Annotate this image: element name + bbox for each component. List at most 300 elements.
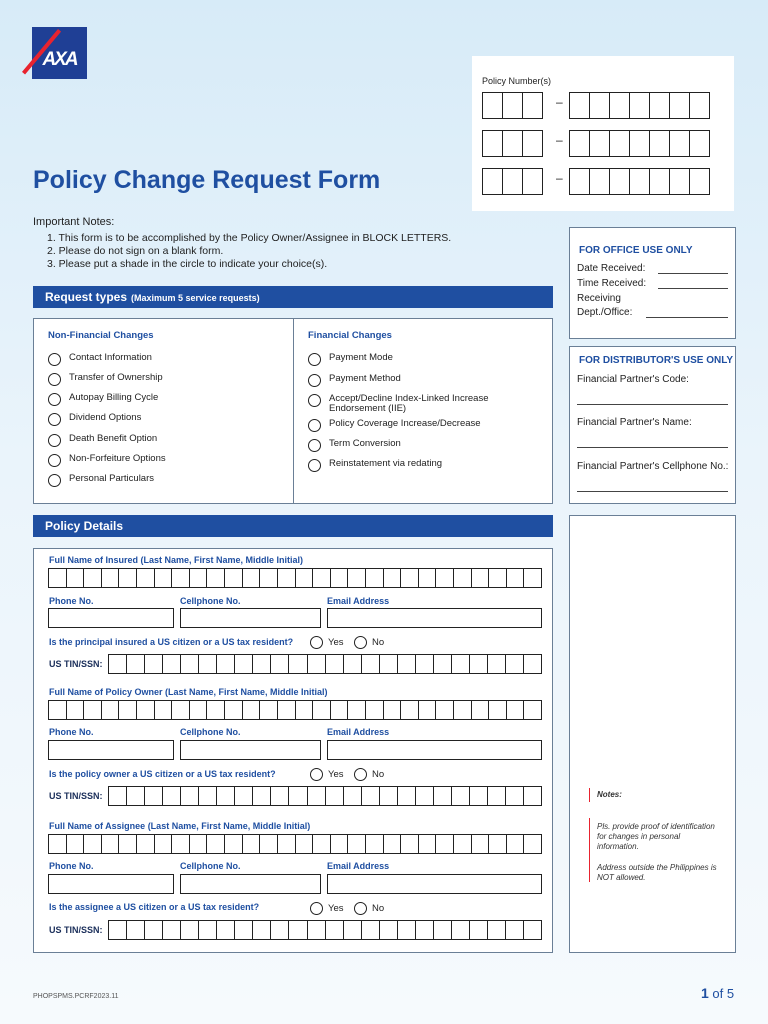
- char-cell[interactable]: [181, 921, 199, 939]
- char-cell[interactable]: [331, 835, 349, 853]
- char-cell[interactable]: [84, 701, 102, 719]
- dept-office-label: Dept./Office:: [577, 307, 633, 318]
- char-cell[interactable]: [489, 569, 507, 587]
- char-cell[interactable]: [452, 787, 470, 805]
- char-cell[interactable]: [253, 921, 271, 939]
- owner-phone-input[interactable]: [48, 740, 174, 760]
- char-cell[interactable]: [289, 655, 307, 673]
- char-cell[interactable]: [344, 921, 362, 939]
- char-cell[interactable]: [260, 569, 278, 587]
- axa-logo: [32, 27, 87, 79]
- owner-tin-grid[interactable]: [108, 786, 542, 806]
- policy-number-suffix-2[interactable]: [569, 130, 709, 157]
- char-cell[interactable]: [454, 835, 472, 853]
- office-use-heading: FOR OFFICE USE ONLY: [579, 245, 693, 256]
- char-cell[interactable]: [488, 787, 506, 805]
- form-code: PHOPSPMS.PCRF2023.11: [33, 993, 119, 1000]
- char-cell[interactable]: [137, 835, 155, 853]
- note-proof-of-id: Pls. provide proof of identification for changes in personal information.: [597, 822, 715, 851]
- policy-number-label: Policy Number(s): [482, 76, 552, 86]
- radio-circle[interactable]: [354, 636, 367, 649]
- char-cell[interactable]: [384, 569, 402, 587]
- char-cell[interactable]: [308, 787, 326, 805]
- char-cell[interactable]: [506, 655, 524, 673]
- option-reinstatement[interactable]: [308, 459, 442, 472]
- radio-circle[interactable]: [48, 393, 61, 406]
- assignee-tin-label: US TIN/SSN:: [49, 925, 103, 935]
- char-cell[interactable]: [472, 701, 490, 719]
- policy-number-prefix-3[interactable]: [482, 168, 542, 195]
- char-cell[interactable]: [67, 701, 85, 719]
- radio-circle[interactable]: [310, 768, 323, 781]
- no-label: No: [372, 637, 385, 648]
- char-cell[interactable]: [296, 835, 314, 853]
- char-cell[interactable]: [436, 569, 454, 587]
- option-label: Accept/Decline Index-Linked Increase Endorsement (IIE): [329, 393, 489, 414]
- char-cell[interactable]: [401, 835, 419, 853]
- request-types-title: Request types: [45, 290, 128, 304]
- char-cell[interactable]: [155, 835, 173, 853]
- char-cell[interactable]: [199, 787, 217, 805]
- yes-label: Yes: [328, 903, 344, 914]
- partner-code-label: Financial Partner's Code:: [577, 374, 689, 385]
- char-cell[interactable]: [308, 655, 326, 673]
- insured-name-grid[interactable]: [48, 568, 542, 588]
- char-cell[interactable]: [398, 787, 416, 805]
- char-cell[interactable]: [199, 655, 217, 673]
- char-cell[interactable]: [296, 569, 314, 587]
- char-cell[interactable]: [401, 701, 419, 719]
- char-cell[interactable]: [225, 701, 243, 719]
- notes-panel: [569, 515, 736, 953]
- owner-email-label: Email Address: [327, 727, 390, 737]
- char-cell[interactable]: [380, 921, 398, 939]
- char-cell[interactable]: [384, 701, 402, 719]
- radio-circle[interactable]: [308, 419, 321, 432]
- column-divider: [293, 319, 294, 503]
- notes-marker: [589, 818, 590, 882]
- insured-email-input[interactable]: [327, 608, 542, 628]
- char-cell[interactable]: [271, 655, 289, 673]
- char-cell[interactable]: [366, 701, 384, 719]
- char-cell[interactable]: [384, 835, 402, 853]
- char-cell[interactable]: [155, 701, 173, 719]
- owner-us-no[interactable]: [354, 768, 384, 781]
- char-cell[interactable]: [470, 655, 488, 673]
- char-cell[interactable]: [278, 569, 296, 587]
- insured-us-yes[interactable]: [310, 636, 344, 649]
- char-cell[interactable]: [260, 701, 278, 719]
- char-cell[interactable]: [190, 569, 208, 587]
- option-label: Contact Information: [69, 352, 152, 363]
- char-cell[interactable]: [289, 921, 307, 939]
- char-cell[interactable]: [145, 787, 163, 805]
- char-cell[interactable]: [217, 655, 235, 673]
- char-cell[interactable]: [278, 701, 296, 719]
- time-received-line[interactable]: [658, 288, 728, 289]
- char-cell[interactable]: [398, 655, 416, 673]
- insured-us-question: Is the principal insured a US citizen or a US tax resident?: [49, 637, 294, 647]
- option-label: Payment Mode: [329, 352, 393, 363]
- char-cell[interactable]: [84, 569, 102, 587]
- insured-tin-label: US TIN/SSN:: [49, 659, 103, 669]
- owner-us-question: Is the policy owner a US citizen or a US tax resident?: [49, 769, 276, 779]
- insured-tin-grid[interactable]: [108, 654, 542, 674]
- option-label: Autopay Billing Cycle: [69, 392, 159, 403]
- char-cell[interactable]: [416, 655, 434, 673]
- char-cell[interactable]: [348, 701, 366, 719]
- char-cell[interactable]: [454, 569, 472, 587]
- insured-name-label: Full Name of Insured (Last Name, First Name, Middle Initial): [49, 555, 304, 565]
- char-cell[interactable]: [172, 569, 190, 587]
- policy-number-dash: –: [556, 133, 563, 147]
- char-cell[interactable]: [207, 701, 225, 719]
- char-cell[interactable]: [416, 921, 434, 939]
- char-cell[interactable]: [217, 787, 235, 805]
- option-label: Policy Coverage Increase/Decrease: [329, 418, 481, 429]
- char-cell[interactable]: [419, 569, 437, 587]
- char-cell[interactable]: [199, 921, 217, 939]
- option-term-conversion[interactable]: [308, 439, 401, 452]
- char-cell[interactable]: [67, 569, 85, 587]
- char-cell[interactable]: [331, 569, 349, 587]
- char-cell[interactable]: [235, 921, 253, 939]
- char-cell[interactable]: [326, 787, 344, 805]
- char-cell[interactable]: [313, 569, 331, 587]
- important-notes-heading: Important Notes:: [33, 216, 115, 228]
- char-cell[interactable]: [344, 787, 362, 805]
- char-cell[interactable]: [163, 921, 181, 939]
- char-cell[interactable]: [137, 701, 155, 719]
- char-cell[interactable]: [260, 835, 278, 853]
- non-financial-heading: Non-Financial Changes: [48, 330, 154, 341]
- char-cell[interactable]: [434, 787, 452, 805]
- char-cell[interactable]: [506, 787, 524, 805]
- dept-office-line[interactable]: [646, 317, 728, 318]
- char-cell[interactable]: [436, 701, 454, 719]
- option-coverage-change[interactable]: [308, 419, 481, 432]
- char-cell[interactable]: [362, 787, 380, 805]
- char-cell[interactable]: [331, 701, 349, 719]
- assignee-tin-grid[interactable]: [108, 920, 542, 940]
- char-cell[interactable]: [225, 835, 243, 853]
- char-cell[interactable]: [398, 921, 416, 939]
- partner-cellphone-label: Financial Partner's Cellphone No.:: [577, 461, 729, 472]
- option-non-forfeiture-options[interactable]: [48, 454, 166, 467]
- yes-label: Yes: [328, 769, 344, 780]
- date-received-label: Date Received:: [577, 263, 646, 274]
- char-cell[interactable]: [524, 655, 541, 673]
- option-payment-mode[interactable]: [308, 353, 393, 366]
- char-cell[interactable]: [145, 655, 163, 673]
- insured-us-no[interactable]: [354, 636, 384, 649]
- char-cell[interactable]: [235, 787, 253, 805]
- option-personal-particulars[interactable]: [48, 474, 154, 487]
- char-cell[interactable]: [524, 569, 541, 587]
- owner-cellphone-input[interactable]: [180, 740, 321, 760]
- char-cell[interactable]: [380, 655, 398, 673]
- radio-circle[interactable]: [308, 353, 321, 366]
- char-cell[interactable]: [67, 835, 85, 853]
- assignee-phone-label: Phone No.: [49, 861, 94, 871]
- char-cell[interactable]: [362, 655, 380, 673]
- char-cell[interactable]: [452, 921, 470, 939]
- char-cell[interactable]: [506, 921, 524, 939]
- char-cell[interactable]: [507, 701, 525, 719]
- assignee-us-yes[interactable]: [310, 902, 344, 915]
- char-cell[interactable]: [313, 701, 331, 719]
- option-dividend-options[interactable]: [48, 413, 141, 426]
- char-cell[interactable]: [326, 921, 344, 939]
- char-cell[interactable]: [362, 921, 380, 939]
- char-cell[interactable]: [524, 835, 541, 853]
- radio-circle[interactable]: [308, 439, 321, 452]
- current-page: 1: [701, 985, 709, 1001]
- owner-name-label: Full Name of Policy Owner (Last Name, First Name, Middle Initial): [49, 687, 328, 697]
- radio-circle[interactable]: [354, 902, 367, 915]
- request-types-subtitle: (Maximum 5 service requests): [131, 293, 260, 303]
- char-cell[interactable]: [190, 701, 208, 719]
- char-cell[interactable]: [190, 835, 208, 853]
- office-use-panel: [569, 227, 736, 339]
- char-cell[interactable]: [119, 569, 137, 587]
- radio-circle[interactable]: [48, 353, 61, 366]
- char-cell[interactable]: [217, 921, 235, 939]
- partner-cellphone-line[interactable]: [577, 491, 728, 492]
- insured-phone-label: Phone No.: [49, 596, 94, 606]
- option-label: Death Benefit Option: [69, 433, 158, 444]
- owner-us-yes[interactable]: [310, 768, 344, 781]
- char-cell[interactable]: [109, 655, 127, 673]
- assignee-email-label: Email Address: [327, 861, 390, 871]
- time-received-label: Time Received:: [577, 278, 647, 289]
- important-notes-list: [47, 232, 451, 271]
- char-cell[interactable]: [163, 787, 181, 805]
- option-transfer-of-ownership[interactable]: [48, 373, 163, 386]
- policy-number-prefix-2[interactable]: [482, 130, 542, 157]
- owner-phone-label: Phone No.: [49, 727, 94, 737]
- radio-circle[interactable]: [310, 636, 323, 649]
- char-cell[interactable]: [489, 835, 507, 853]
- char-cell[interactable]: [507, 835, 525, 853]
- char-cell[interactable]: [102, 701, 120, 719]
- note-item: 2. Please do not sign on a blank form.: [47, 245, 224, 257]
- char-cell[interactable]: [119, 835, 137, 853]
- char-cell[interactable]: [289, 787, 307, 805]
- char-cell[interactable]: [416, 787, 434, 805]
- assignee-name-grid[interactable]: [48, 834, 542, 854]
- char-cell[interactable]: [181, 655, 199, 673]
- policy-details-bar: [33, 515, 553, 537]
- request-types-panel: [33, 318, 553, 504]
- char-cell[interactable]: [472, 569, 490, 587]
- policy-number-dash: –: [556, 95, 563, 109]
- char-cell[interactable]: [49, 569, 67, 587]
- char-cell[interactable]: [163, 655, 181, 673]
- char-cell[interactable]: [470, 921, 488, 939]
- char-cell[interactable]: [119, 701, 137, 719]
- radio-circle[interactable]: [308, 374, 321, 387]
- note-item: 1. This form is to be accomplished by the Policy Owner/Assignee in BLOCK LETTERS.: [47, 232, 452, 244]
- policy-number-prefix-1[interactable]: [482, 92, 542, 119]
- char-cell[interactable]: [127, 921, 145, 939]
- partner-name-label: Financial Partner's Name:: [577, 417, 692, 428]
- char-cell[interactable]: [109, 787, 127, 805]
- char-cell[interactable]: [127, 787, 145, 805]
- char-cell[interactable]: [207, 835, 225, 853]
- char-cell[interactable]: [472, 835, 490, 853]
- option-death-benefit-option[interactable]: [48, 434, 157, 447]
- policy-number-suffix-1[interactable]: [569, 92, 709, 119]
- radio-circle[interactable]: [354, 768, 367, 781]
- radio-circle[interactable]: [310, 902, 323, 915]
- char-cell[interactable]: [172, 701, 190, 719]
- radio-circle[interactable]: [48, 434, 61, 447]
- char-cell[interactable]: [271, 787, 289, 805]
- char-cell[interactable]: [102, 835, 120, 853]
- option-contact-information[interactable]: [48, 353, 152, 366]
- char-cell[interactable]: [49, 701, 67, 719]
- char-cell[interactable]: [181, 787, 199, 805]
- insured-cellphone-input[interactable]: [180, 608, 321, 628]
- char-cell[interactable]: [243, 835, 261, 853]
- option-label: Transfer of Ownership: [69, 372, 163, 383]
- assignee-email-input[interactable]: [327, 874, 542, 894]
- radio-circle[interactable]: [48, 413, 61, 426]
- char-cell[interactable]: [380, 787, 398, 805]
- notes-marker: [589, 788, 590, 802]
- char-cell[interactable]: [296, 701, 314, 719]
- char-cell[interactable]: [225, 569, 243, 587]
- char-cell[interactable]: [436, 835, 454, 853]
- assignee-name-label: Full Name of Assignee (Last Name, First Name, Middle Initial): [49, 821, 311, 831]
- option-label: Personal Particulars: [69, 473, 155, 484]
- assignee-us-no[interactable]: [354, 902, 384, 915]
- char-cell[interactable]: [434, 921, 452, 939]
- option-label: Non-Forfeiture Options: [69, 453, 166, 464]
- char-cell[interactable]: [155, 569, 173, 587]
- note-item: 3. Please put a shade in the circle to indicate your choice(s).: [47, 258, 328, 270]
- char-cell[interactable]: [326, 655, 344, 673]
- char-cell[interactable]: [419, 701, 437, 719]
- char-cell[interactable]: [488, 921, 506, 939]
- total-pages: of 5: [712, 986, 735, 1001]
- char-cell[interactable]: [470, 787, 488, 805]
- assignee-cellphone-input[interactable]: [180, 874, 321, 894]
- char-cell[interactable]: [253, 655, 271, 673]
- receiving-label: Receiving: [577, 293, 621, 304]
- char-cell[interactable]: [524, 921, 541, 939]
- owner-email-input[interactable]: [327, 740, 542, 760]
- char-cell[interactable]: [145, 921, 163, 939]
- char-cell[interactable]: [366, 835, 384, 853]
- radio-circle[interactable]: [48, 373, 61, 386]
- option-iie[interactable]: [308, 394, 508, 414]
- owner-cellphone-label: Cellphone No.: [180, 727, 241, 737]
- owner-name-grid[interactable]: [48, 700, 542, 720]
- policy-number-dash: –: [556, 171, 563, 185]
- option-label: Dividend Options: [69, 412, 142, 423]
- distributor-use-heading: FOR DISTRIBUTOR'S USE ONLY: [579, 355, 734, 366]
- date-received-line[interactable]: [658, 273, 728, 274]
- char-cell[interactable]: [253, 787, 271, 805]
- char-cell[interactable]: [313, 835, 331, 853]
- option-payment-method[interactable]: [308, 374, 401, 387]
- char-cell[interactable]: [452, 655, 470, 673]
- no-label: No: [372, 903, 385, 914]
- char-cell[interactable]: [172, 835, 190, 853]
- note-address: Address outside the Philippines is NOT allowed.: [597, 863, 717, 882]
- option-autopay-billing-cycle[interactable]: [48, 393, 158, 406]
- radio-circle[interactable]: [48, 474, 61, 487]
- char-cell[interactable]: [308, 921, 326, 939]
- char-cell[interactable]: [127, 655, 145, 673]
- page-title: Policy Change Request Form: [33, 166, 381, 194]
- insured-cellphone-label: Cellphone No.: [180, 596, 241, 606]
- option-label: Payment Method: [329, 373, 401, 384]
- char-cell[interactable]: [243, 569, 261, 587]
- char-cell[interactable]: [235, 655, 253, 673]
- char-cell[interactable]: [419, 835, 437, 853]
- radio-circle[interactable]: [48, 454, 61, 467]
- partner-name-line[interactable]: [577, 447, 728, 448]
- char-cell[interactable]: [207, 569, 225, 587]
- assignee-us-question: Is the assignee a US citizen or a US tax resident?: [49, 902, 260, 912]
- assignee-cellphone-label: Cellphone No.: [180, 861, 241, 871]
- char-cell[interactable]: [84, 835, 102, 853]
- char-cell[interactable]: [344, 655, 362, 673]
- insured-phone-input[interactable]: [48, 608, 174, 628]
- char-cell[interactable]: [488, 655, 506, 673]
- logo-text: AXA: [42, 49, 77, 70]
- char-cell[interactable]: [366, 569, 384, 587]
- yes-label: Yes: [328, 637, 344, 648]
- no-label: No: [372, 769, 385, 780]
- char-cell[interactable]: [454, 701, 472, 719]
- char-cell[interactable]: [489, 701, 507, 719]
- financial-heading: Financial Changes: [308, 330, 392, 341]
- char-cell[interactable]: [243, 701, 261, 719]
- char-cell[interactable]: [102, 569, 120, 587]
- option-label: Term Conversion: [329, 438, 401, 449]
- char-cell[interactable]: [434, 655, 452, 673]
- char-cell[interactable]: [401, 569, 419, 587]
- request-types-bar: [33, 286, 553, 308]
- char-cell[interactable]: [348, 835, 366, 853]
- page-number: [701, 985, 734, 1001]
- char-cell[interactable]: [524, 701, 541, 719]
- insured-email-label: Email Address: [327, 596, 390, 606]
- char-cell[interactable]: [271, 921, 289, 939]
- radio-circle[interactable]: [308, 459, 321, 472]
- policy-number-suffix-3[interactable]: [569, 168, 709, 195]
- char-cell[interactable]: [278, 835, 296, 853]
- owner-tin-label: US TIN/SSN:: [49, 791, 103, 801]
- policy-details-title: Policy Details: [45, 519, 124, 533]
- radio-circle[interactable]: [308, 394, 321, 407]
- assignee-phone-input[interactable]: [48, 874, 174, 894]
- char-cell[interactable]: [109, 921, 127, 939]
- char-cell[interactable]: [348, 569, 366, 587]
- partner-code-line[interactable]: [577, 404, 728, 405]
- char-cell[interactable]: [137, 569, 155, 587]
- notes-heading: Notes:: [597, 790, 622, 799]
- distributor-use-panel: [569, 346, 736, 504]
- char-cell[interactable]: [507, 569, 525, 587]
- policy-number-box: [472, 56, 734, 211]
- char-cell[interactable]: [524, 787, 541, 805]
- char-cell[interactable]: [49, 835, 67, 853]
